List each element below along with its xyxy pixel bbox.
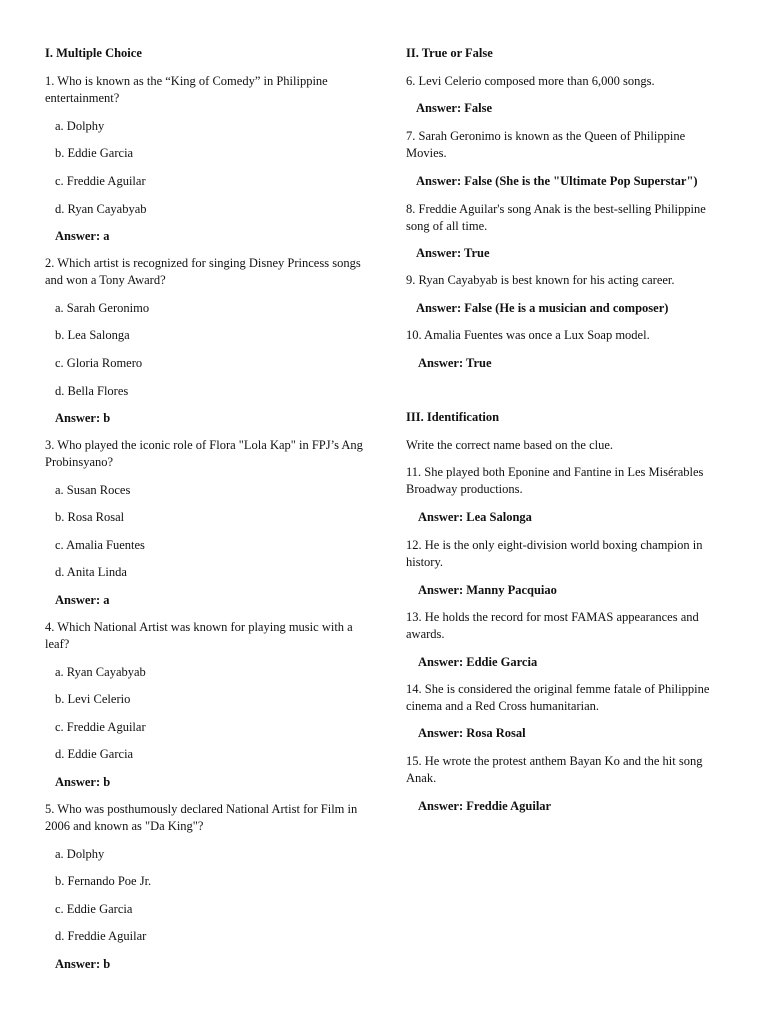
question-5-option-d: d. Freddie Aguilar [55, 929, 147, 943]
question-5-option-a: a. Dolphy [55, 847, 105, 861]
id-item-15: 15. He wrote the protest anthem Bayan Ko and the hit song Anak. [406, 754, 703, 785]
question-3-option-a: a. Susan Roces [55, 483, 131, 497]
question-1-answer: Answer: a [55, 229, 110, 243]
question-4-option-a: a. Ryan Cayabyab [55, 665, 146, 679]
question-3: 3. Who played the iconic role of Flora "Lola Kap" in FPJ’s Ang Probinsyano? [45, 438, 363, 469]
question-2-option-d: d. Bella Flores [55, 384, 129, 398]
question-1: 1. Who is known as the “King of Comedy” in Philippine entertainment? [45, 74, 328, 105]
question-2: 2. Which artist is recognized for singing Disney Princess songs and won a Tony Award? [45, 256, 361, 287]
id-item-15-answer: Answer: Freddie Aguilar [418, 799, 552, 813]
identification-instruction: Write the correct name based on the clue. [406, 438, 614, 452]
tf-item-6: 6. Levi Celerio composed more than 6,000 songs. [406, 74, 655, 88]
section-heading-identification: III. Identification [406, 410, 500, 424]
id-item-11-answer: Answer: Lea Salonga [418, 510, 532, 524]
tf-item-10: 10. Amalia Fuentes was once a Lux Soap model. [406, 328, 650, 342]
question-3-option-b: b. Rosa Rosal [55, 510, 125, 524]
section-heading-multiple-choice: I. Multiple Choice [45, 46, 142, 60]
id-item-14-answer: Answer: Rosa Rosal [418, 726, 526, 740]
question-2-answer: Answer: b [55, 411, 111, 425]
question-2-option-a: a. Sarah Geronimo [55, 301, 150, 315]
section-heading-true-false: II. True or False [406, 46, 493, 60]
tf-item-8-answer: Answer: True [416, 246, 490, 260]
question-1-option-a: a. Dolphy [55, 119, 105, 133]
question-5-option-b: b. Fernando Poe Jr. [55, 874, 152, 888]
question-4-option-c: c. Freddie Aguilar [55, 720, 146, 734]
question-1-option-c: c. Freddie Aguilar [55, 174, 146, 188]
tf-item-9-answer: Answer: False (He is a musician and composer) [416, 301, 669, 315]
question-3-option-c: c. Amalia Fuentes [55, 538, 145, 552]
question-3-option-d: d. Anita Linda [55, 565, 127, 579]
question-2-option-b: b. Lea Salonga [55, 328, 130, 342]
question-3-answer: Answer: a [55, 593, 110, 607]
tf-item-10-answer: Answer: True [418, 356, 492, 370]
id-item-12-answer: Answer: Manny Pacquiao [418, 583, 557, 597]
question-5: 5. Who was posthumously declared National Artist for Film in 2006 and known as "Da King"? [45, 802, 358, 833]
tf-item-7-answer: Answer: False (She is the "Ultimate Pop Superstar") [416, 174, 698, 188]
question-5-option-c: c. Eddie Garcia [55, 902, 133, 916]
question-1-option-d: d. Ryan Cayabyab [55, 202, 147, 216]
id-item-13: 13. He holds the record for most FAMAS appearances and awards. [406, 610, 699, 641]
question-5-answer: Answer: b [55, 957, 111, 971]
id-item-11: 11. She played both Eponine and Fantine in Les Misérables Broadway productions. [406, 465, 704, 496]
question-1-option-b: b. Eddie Garcia [55, 146, 134, 160]
id-item-14: 14. She is considered the original femme fatale of Philippine cinema and a Red Cross humanitarian. [406, 682, 710, 713]
question-4-option-d: d. Eddie Garcia [55, 747, 134, 761]
tf-item-6-answer: Answer: False [416, 101, 493, 115]
tf-item-7: 7. Sarah Geronimo is known as the Queen of Philippine Movies. [406, 129, 686, 160]
question-4: 4. Which National Artist was known for playing music with a leaf? [45, 620, 353, 651]
question-4-answer: Answer: b [55, 775, 111, 789]
question-4-option-b: b. Levi Celerio [55, 692, 131, 706]
tf-item-8: 8. Freddie Aguilar's song Anak is the best-selling Philippine song of all time. [406, 202, 706, 233]
id-item-13-answer: Answer: Eddie Garcia [418, 655, 538, 669]
id-item-12: 12. He is the only eight-division world boxing champion in history. [406, 538, 703, 569]
question-2-option-c: c. Gloria Romero [55, 356, 143, 370]
tf-item-9: 9. Ryan Cayabyab is best known for his acting career. [406, 273, 675, 287]
